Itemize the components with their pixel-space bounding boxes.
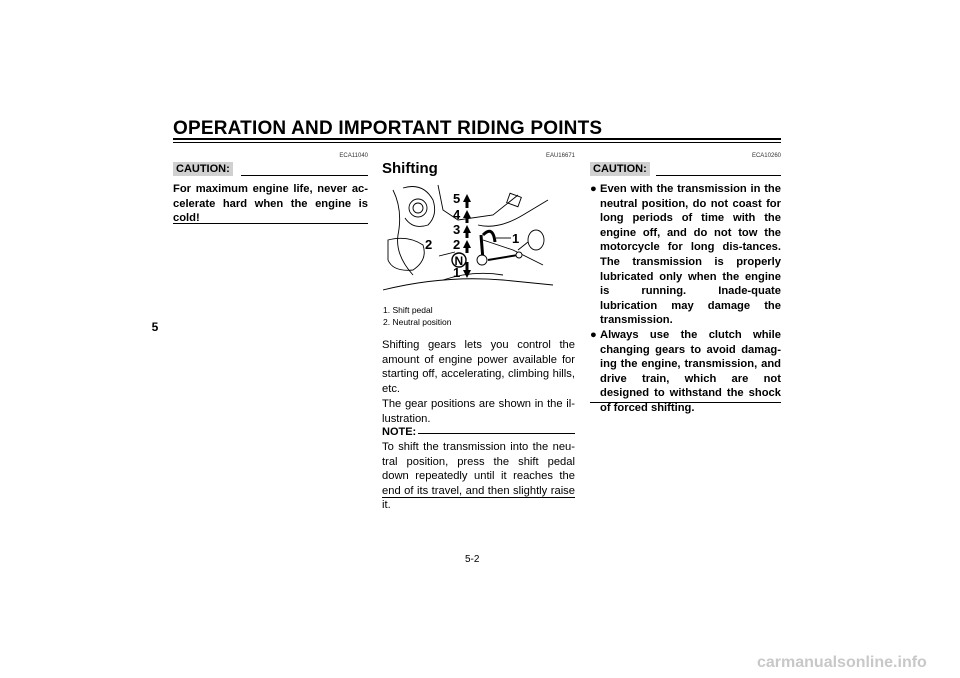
watermark: carmanualsonline.info [757, 654, 927, 671]
reference-code: EAU16671 [545, 153, 575, 159]
note-text: To shift the transmission into the neu-tral position, press the shift pedal down repeatedly until it reaches the end of its travel, and then slightly raise it. [382, 441, 575, 512]
figure-caption: 2. Neutral position [383, 317, 452, 327]
note-end-rule [382, 497, 575, 498]
caution-bullet-list [590, 182, 781, 416]
bullet-icon: ● [590, 328, 597, 341]
gear-label: N [454, 254, 464, 268]
gear-label: 3 [453, 222, 461, 237]
note-label: NOTE: [382, 426, 417, 438]
page-number: 5-2 [465, 554, 480, 565]
title-rule [173, 138, 781, 140]
shift-pedal-illustration [383, 180, 553, 300]
page-title: OPERATION AND IMPORTANT RIDING POINTS [173, 118, 603, 139]
body-paragraph: Shifting gears lets you control the amount of engine power available for starting off, accelerating, climbing hills, etc. [382, 339, 575, 395]
section-tab: 5 [151, 320, 159, 334]
gear-label: 5 [453, 191, 461, 206]
note-rule [418, 433, 575, 434]
caution-text: For maximum engine life, never ac-celerate hard when the engine is cold! [173, 183, 368, 225]
gear-label: 4 [453, 207, 461, 222]
body-paragraph: The gear positions are shown in the il-lustration. [382, 398, 575, 425]
bullet-text: Even with the transmission in the neutral position, do not coast for long periods of time with the engine off, and do not tow the motorcycle for long dis-tances. The transmission is properly lubricated only when the engine is running. Inade-quate lubrication may damage the transmission. [600, 183, 781, 327]
caution-end-rule [590, 402, 781, 403]
figure-caption: 1. Shift pedal [383, 305, 433, 315]
caution-rule [656, 175, 781, 176]
callout-number: 1 [512, 231, 520, 246]
caution-end-rule [173, 223, 368, 224]
gear-label: 2 [453, 237, 461, 252]
bullet-text: Always use the clutch while changing gears to avoid damag-ing the engine, transmission, and drive train, which are not designed to withstand the shock of forced shifting. [600, 328, 781, 414]
reference-code: ECA11040 [339, 153, 368, 159]
caution-rule [241, 175, 368, 176]
list-item [590, 182, 781, 328]
title-rule-thin [173, 142, 781, 143]
caution-label: CAUTION: [590, 162, 650, 176]
gear-label: 1 [453, 265, 461, 280]
reference-code: ECA10260 [751, 153, 781, 159]
bullet-icon: ● [590, 183, 597, 195]
section-heading: Shifting [382, 160, 438, 177]
callout-number: 2 [425, 237, 433, 252]
caution-label: CAUTION: [173, 162, 233, 176]
